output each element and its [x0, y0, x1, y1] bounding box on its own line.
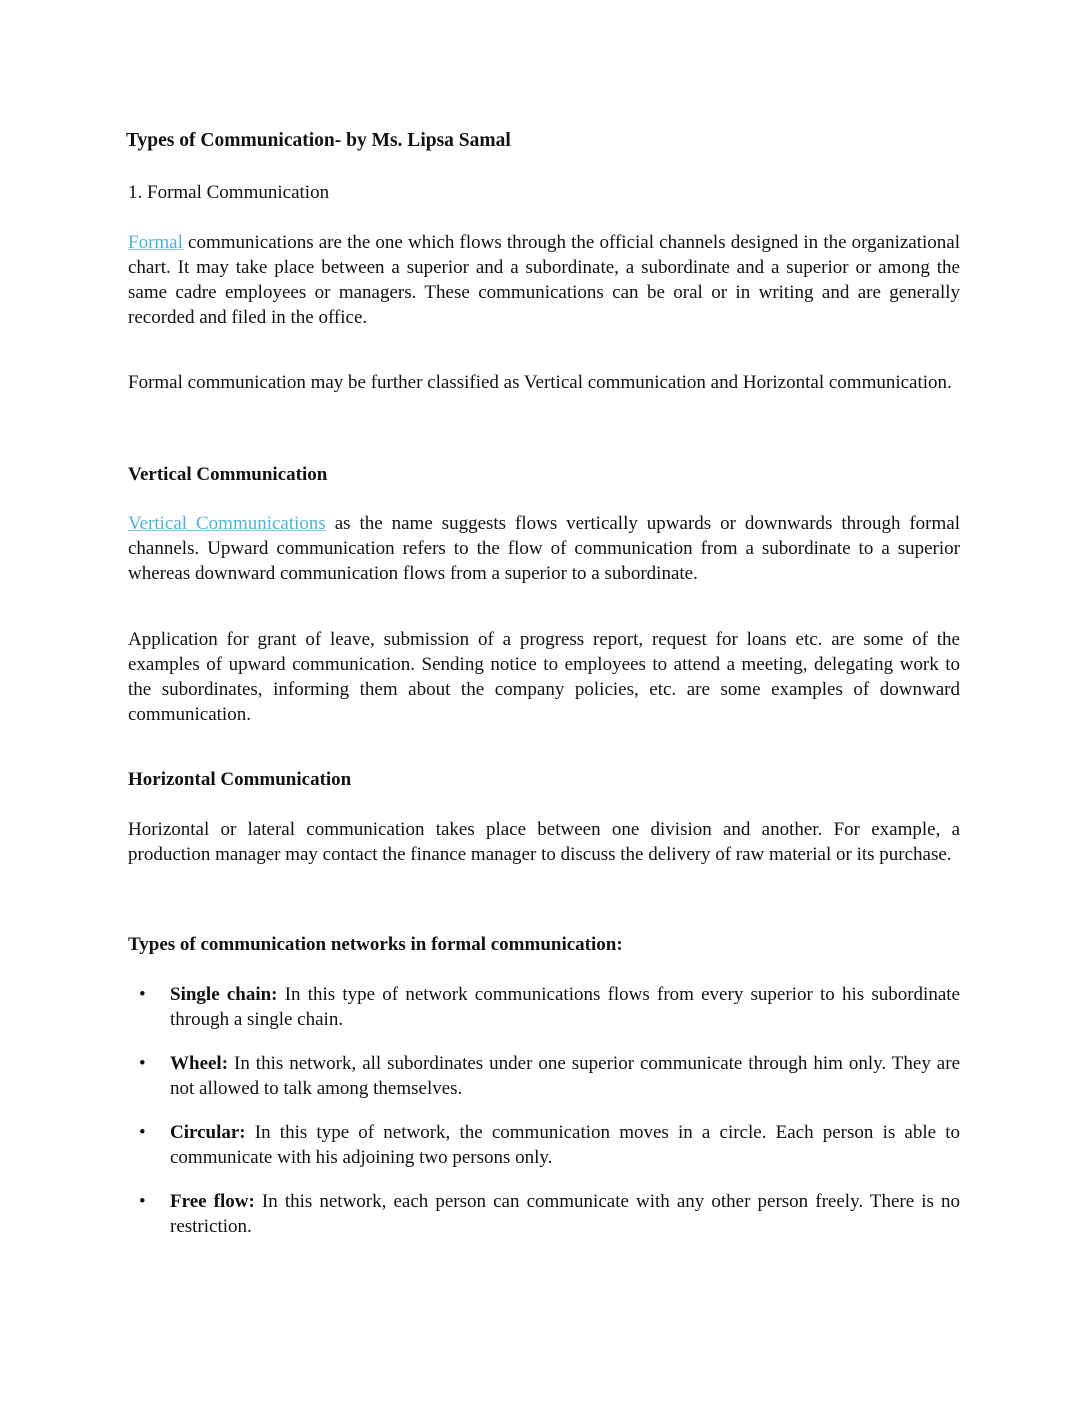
- bullet-icon: •: [139, 1191, 146, 1212]
- list-item-free-flow: [128, 1189, 960, 1239]
- list-item-text: In this network, each person can communicate with any other person freely. There is no restriction.: [170, 1191, 960, 1237]
- paragraph-vertical-examples: Application for grant of leave, submission of a progress report, request for loans etc. are some of the examples of upward communication. Sending notice to employees to attend a meeting, delegating work to the subordinates, informing them about the company policies, etc. are some examples of downward communication.: [128, 629, 960, 725]
- list-item-single-chain: [128, 982, 960, 1032]
- list-item-text: In this type of network communications flows from every superior to his subordinate through a single chain.: [170, 984, 960, 1030]
- list-item-term: Wheel:: [170, 1053, 229, 1074]
- bullet-icon: •: [139, 984, 146, 1005]
- list-item-wheel: [128, 1051, 960, 1101]
- list-item-term: Single chain:: [170, 984, 278, 1005]
- link-formal[interactable]: Formal: [128, 232, 183, 253]
- paragraph-text: communications are the one which flows through the official channels designed in the organizational chart. It may take place between a superior and a subordinate, a subordinate and a superior or among the same cadre employees or managers. These communications can be oral or in writing and are generally recorded and filed in the office.: [128, 232, 960, 328]
- section-heading-networks: Types of communication networks in formal communication:: [128, 934, 623, 955]
- list-item-term: Circular:: [170, 1122, 246, 1143]
- document-title: Types of Communication- by Ms. Lipsa Samal: [126, 130, 511, 151]
- paragraph-formal-definition: [128, 230, 960, 330]
- section-heading-horizontal: Horizontal Communication: [128, 769, 352, 790]
- list-item-text: In this type of network, the communication moves in a circle. Each person is able to communicate with his adjoining two persons only.: [170, 1122, 960, 1168]
- bullet-icon: •: [139, 1122, 146, 1143]
- paragraph-horizontal-definition: Horizontal or lateral communication takes place between one division and another. For example, a production manager may contact the finance manager to discuss the delivery of raw material or its purchase.: [128, 819, 960, 865]
- section-heading-vertical: Vertical Communication: [128, 464, 328, 485]
- link-vertical-communications[interactable]: Vertical Communications: [128, 513, 326, 534]
- list-item-text: In this network, all subordinates under one superior communicate through him only. They are not allowed to talk among themselves.: [170, 1053, 960, 1099]
- paragraph-formal-classification: Formal communication may be further classified as Vertical communication and Horizontal communication.: [128, 372, 952, 393]
- list-item-term: Free flow:: [170, 1191, 255, 1212]
- section-heading-formal: 1. Formal Communication: [128, 182, 330, 203]
- paragraph-text: as the name suggests flows vertically upwards or downwards through formal channels. Upward communication refers to the flow of communication from a subordinate to a superior whereas downward communication flows from a superior to a subordinate.: [128, 513, 961, 584]
- bullet-icon: •: [139, 1053, 146, 1074]
- list-item-circular: [128, 1120, 960, 1170]
- paragraph-vertical-definition: [128, 511, 960, 586]
- network-types-list: [128, 982, 960, 1258]
